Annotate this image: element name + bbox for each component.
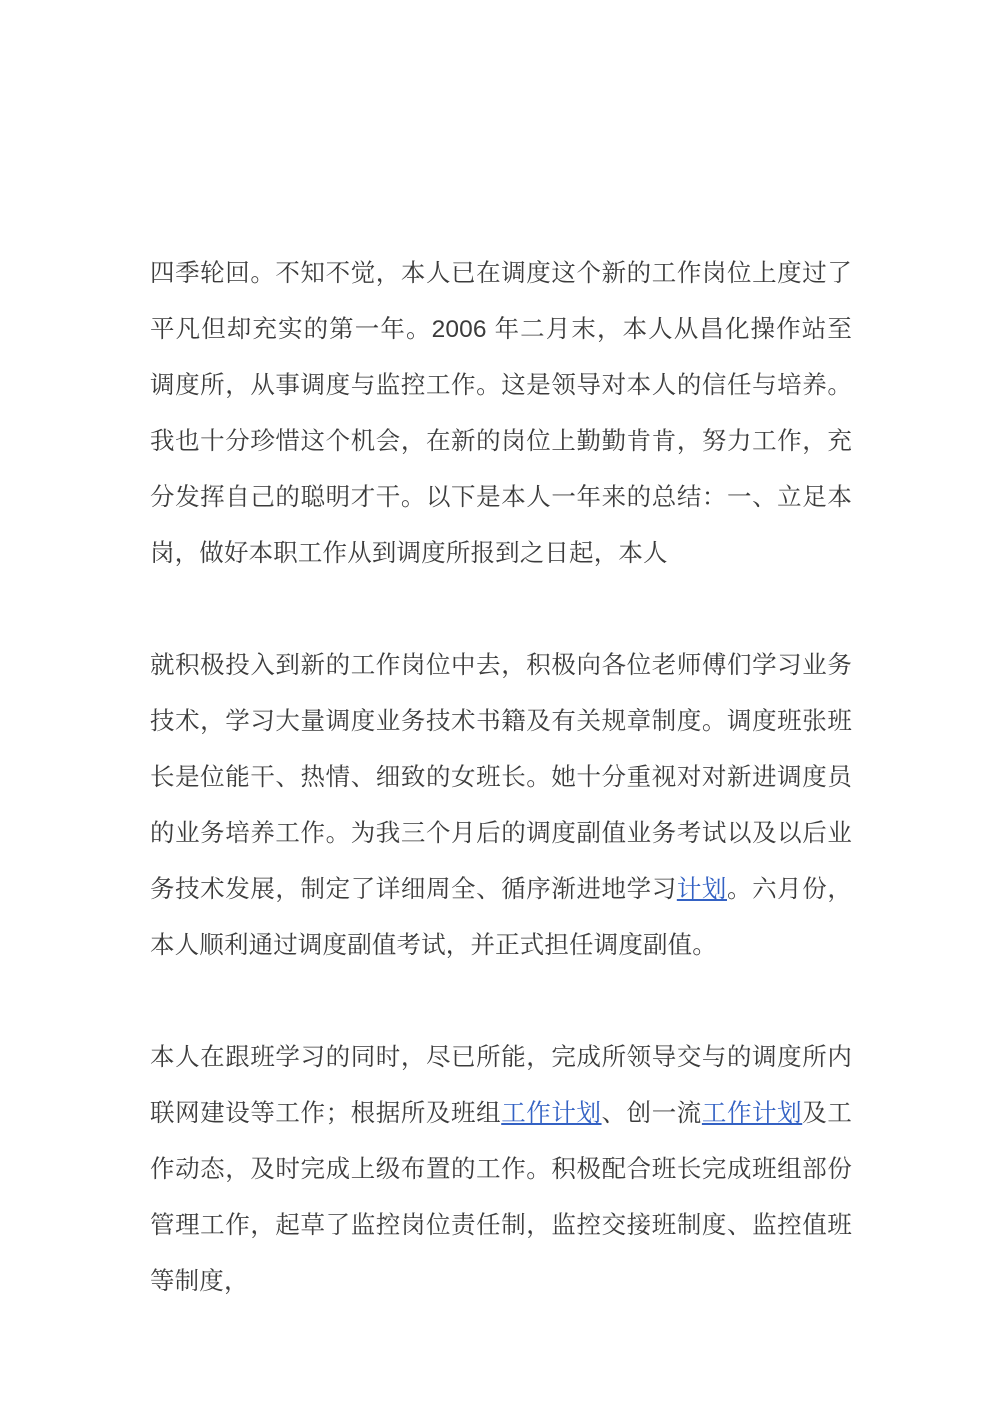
- paragraph-text-run: 四季轮回。不知不觉，本人已在调度这个新的工作岗位上度过了平凡但却充实的第一年。2006 年二月末，本人从昌化操作站至调度所，从事调度与监控工作。这是领导对本人的信任与培养。我也十分珍惜这个机会，在新的岗位上勤勤肯肯，努力工作，充分发挥自己的聪明才干。以下是本人一年来的总结：一、立足本岗，做好本职工作从到调度所报到之日起，本人: [150, 260, 852, 567]
- paragraph-1: [150, 246, 852, 582]
- paragraph-2: [150, 638, 852, 974]
- paragraph-text-run: 及工作动态，及时完成上级布置的工作。积极配合班长完成班组部份管理工作，起草了监控岗位责任制，监控交接班制度、监控值班等制度，: [150, 1100, 852, 1295]
- inline-hyperlink[interactable]: 工作计划: [701, 1100, 803, 1127]
- paragraph-text-run: 就积极投入到新的工作岗位中去，积极向各位老师傅们学习业务技术，学习大量调度业务技术书籍及有关规章制度。调度班张班长是位能干、热情、细致的女班长。她十分重视对对新进调度员的业务培养工作。为我三个月后的调度副值业务考试以及以后业务技术发展，制定了详细周全、循序渐进地学习: [150, 652, 852, 903]
- inline-hyperlink[interactable]: 工作计划: [501, 1100, 602, 1127]
- paragraph-text-run: 、创一流: [601, 1100, 702, 1127]
- inline-hyperlink[interactable]: 计划: [676, 876, 727, 903]
- paragraph-text-run: 。六月份，本人顺利通过调度副值考试，并正式担任调度副值。: [150, 876, 852, 959]
- paragraph-text-run: 本人在跟班学习的同时，尽已所能，完成所领导交与的调度所内联网建设等工作；根据所及班组: [150, 1044, 852, 1127]
- paragraph-3: [150, 1030, 852, 1310]
- document-body: [150, 246, 852, 1310]
